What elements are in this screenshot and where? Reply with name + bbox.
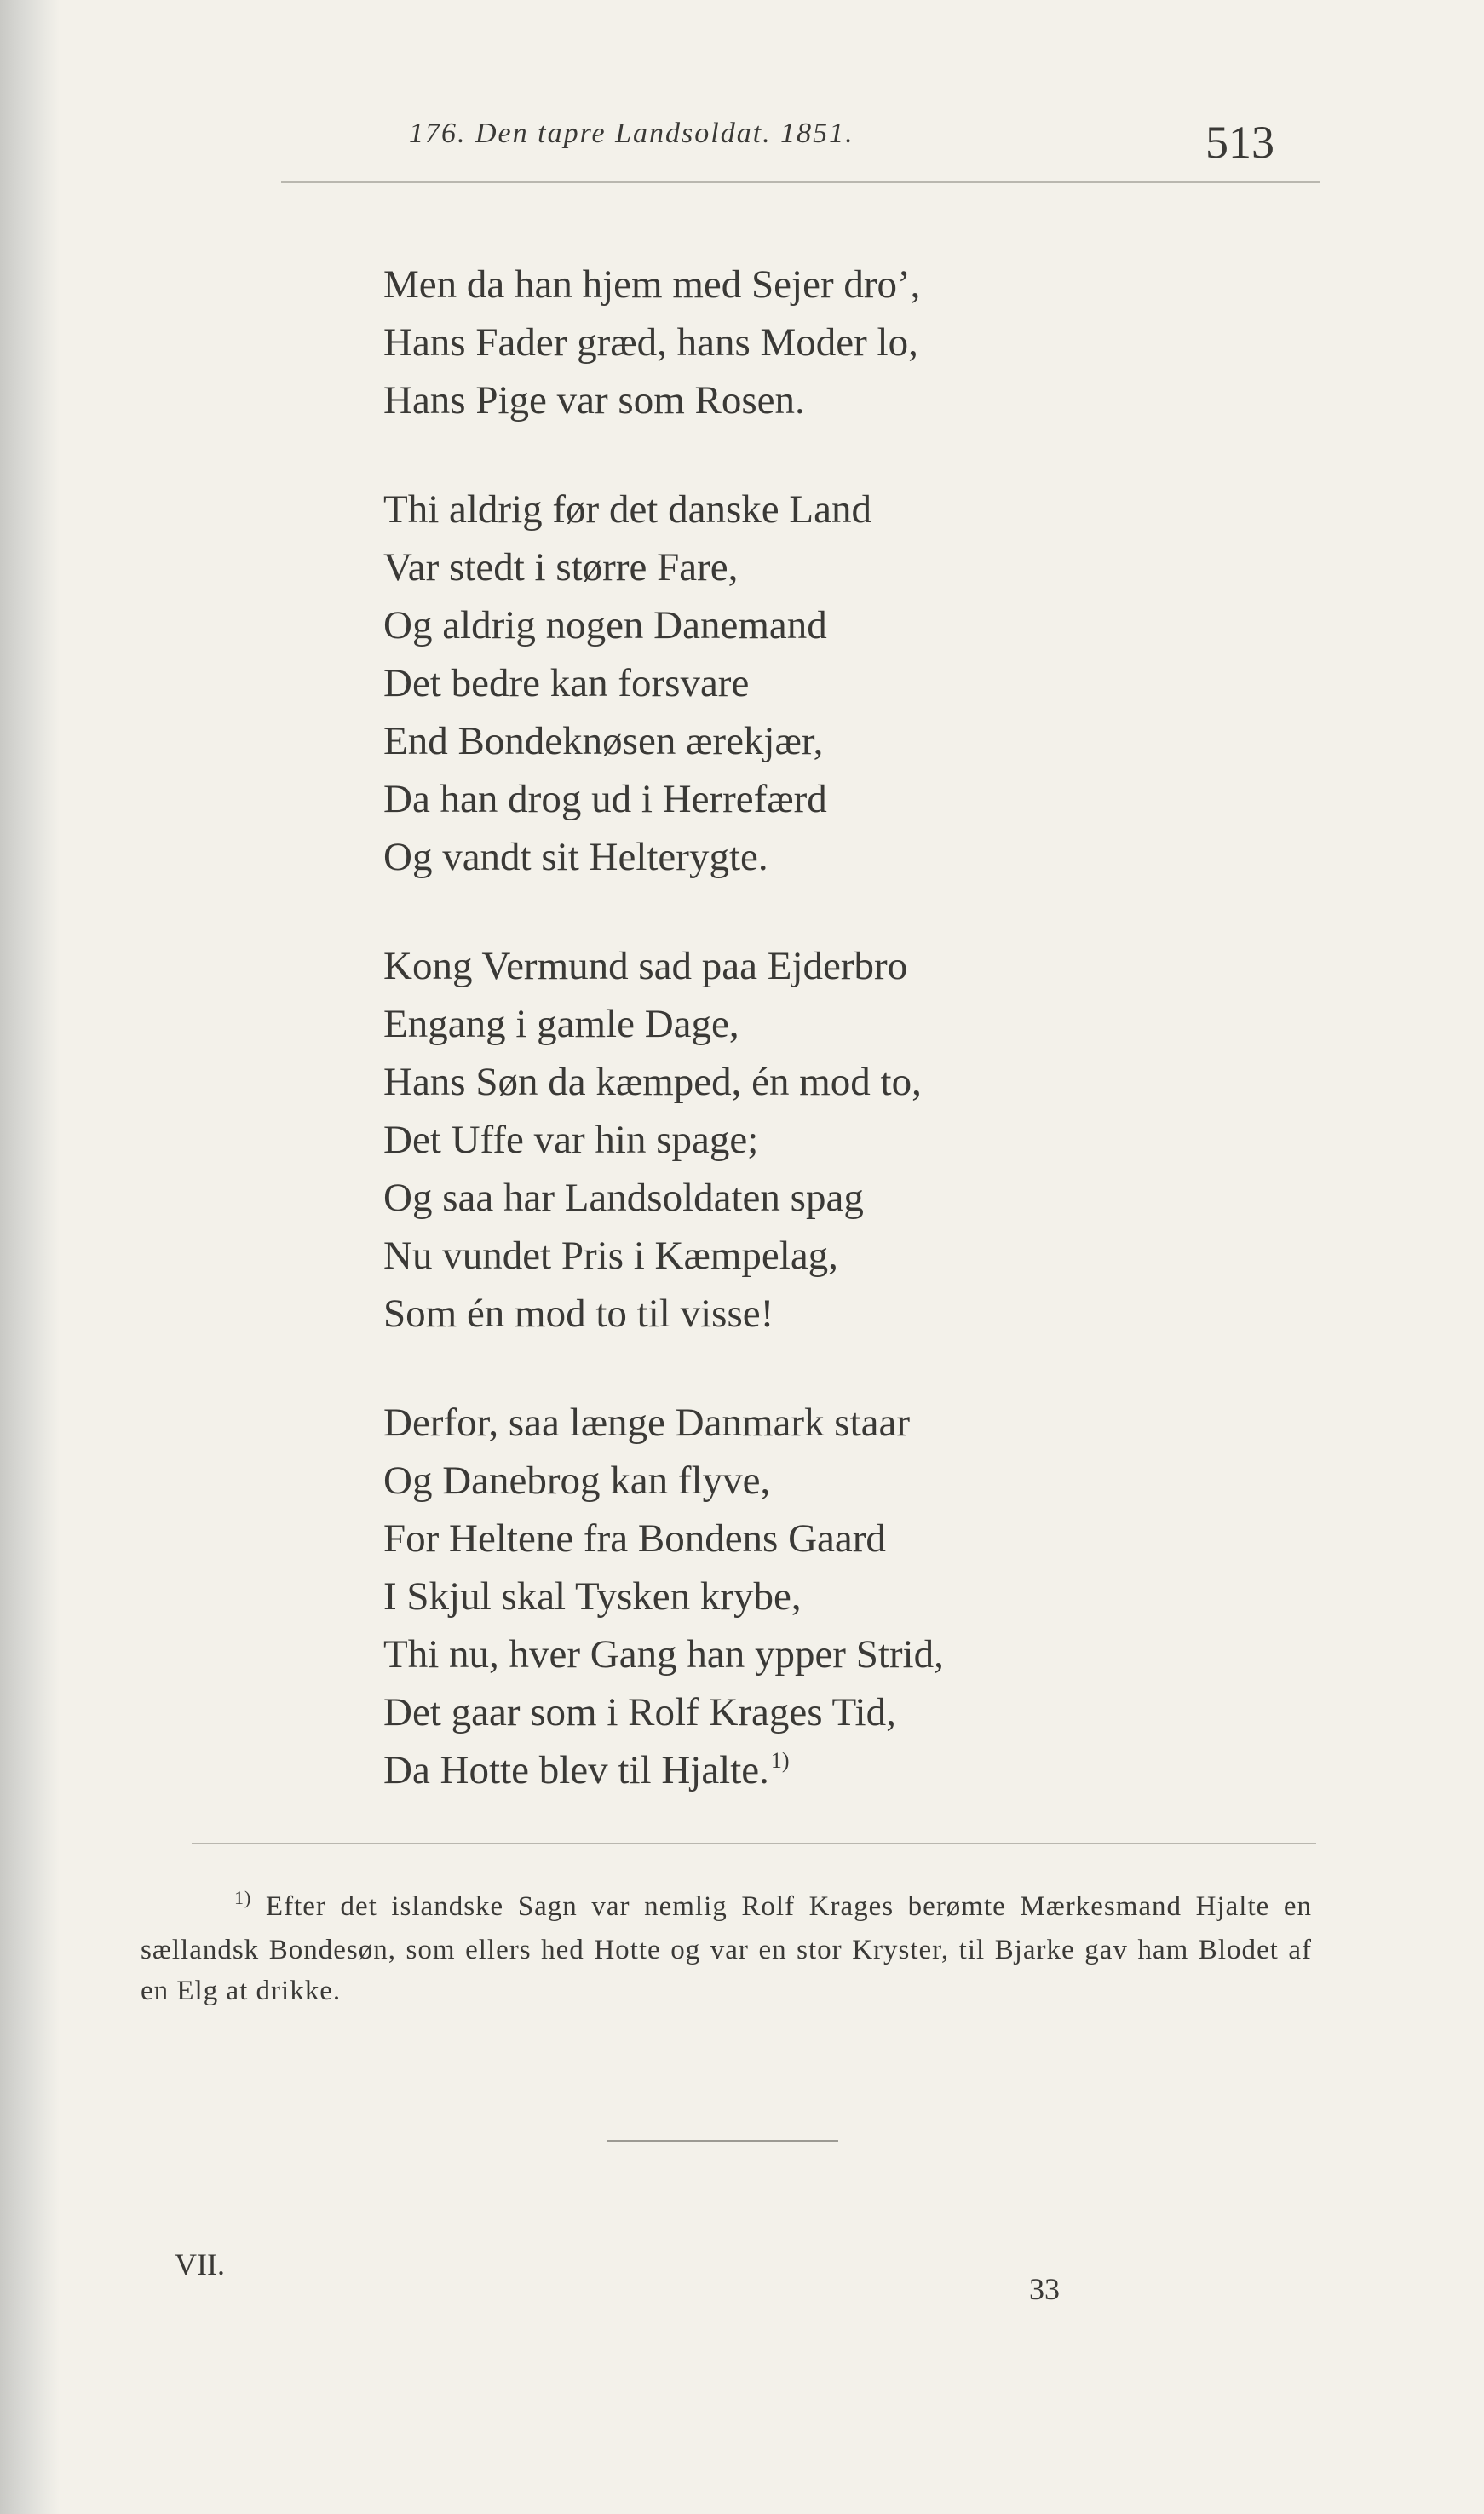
footnote-ref-marker: 1) <box>234 1887 252 1908</box>
stanza <box>383 256 1278 429</box>
poem-line: Kong Vermund sad paa Ejderbro <box>383 944 908 988</box>
poem-line: Thi nu, hver Gang han ypper Strid, <box>383 1632 944 1677</box>
poem-line: Var stedt i større Fare, <box>383 545 739 590</box>
footnote-rule <box>192 1843 1316 1844</box>
stanza <box>383 480 1278 886</box>
poem-line: Derfor, saa længe Danmark staar <box>383 1401 910 1445</box>
stanza <box>383 1394 1278 1799</box>
poem-line: Nu vundet Pris i Kæmpelag, <box>383 1234 838 1278</box>
poem-line: Hans Fader græd, hans Moder lo, <box>383 320 918 365</box>
poem-line: Det gaar som i Rolf Krages Tid, <box>383 1690 896 1734</box>
poem-line: Hans Pige var som Rosen. <box>383 378 805 423</box>
poem-line: Det bedre kan forsvare <box>383 661 750 705</box>
signature-number: 33 <box>1029 2272 1060 2306</box>
footnote-text: Efter det islandske Sagn var nemlig Rolf Krages berømte Mærkesmand Hjalte en sællandsk Bondesøn, som ellers hed Hotte og var en stor Kryster, til Bjarke gav ham Blodet af en Elg at drikke. <box>141 1891 1312 2006</box>
poem-line: Thi aldrig før det danske Land <box>383 487 871 532</box>
poem-line: Da han drog ud i Herrefærd <box>383 777 827 821</box>
poem-line: Engang i gamle Dage, <box>383 1002 739 1046</box>
poem-line: Som én mod to til visse! <box>383 1292 774 1336</box>
poem-line: Hans Søn da kæmped, én mod to, <box>383 1060 922 1104</box>
header-rule <box>281 181 1320 183</box>
scan-gutter-shadow <box>0 0 60 2514</box>
signature-mark: VII. <box>175 2247 225 2281</box>
poem-line: End Bondeknøsen ærekjær, <box>383 719 824 763</box>
poem-line: Det Uffe var hin spage; <box>383 1118 759 1162</box>
end-rule <box>607 2140 838 2142</box>
stanza <box>383 937 1278 1343</box>
poem-line: Men da han hjem med Sejer dro’, <box>383 262 921 307</box>
poem-line: Og aldrig nogen Danemand <box>383 603 827 647</box>
footnote-marker[interactable]: 1) <box>770 1748 790 1773</box>
poem-line: For Heltene fra Bondens Gaard <box>383 1516 886 1561</box>
poem-line: I Skjul skal Tysken krybe, <box>383 1574 802 1619</box>
poem-line <box>383 1741 1278 1799</box>
footnote <box>141 1886 1312 2011</box>
poem-line: Og vandt sit Helterygte. <box>383 835 768 879</box>
poem-line-text: Da Hotte blev til Hjalte. <box>383 1748 769 1792</box>
running-title: 176. Den tapre Landsoldat. 1851. <box>409 118 854 149</box>
page-number: 513 <box>1205 117 1274 168</box>
poem-line: Og saa har Landsoldaten spag <box>383 1176 864 1220</box>
poem-body <box>383 256 1278 1850</box>
poem-line: Og Danebrog kan flyve, <box>383 1458 771 1503</box>
